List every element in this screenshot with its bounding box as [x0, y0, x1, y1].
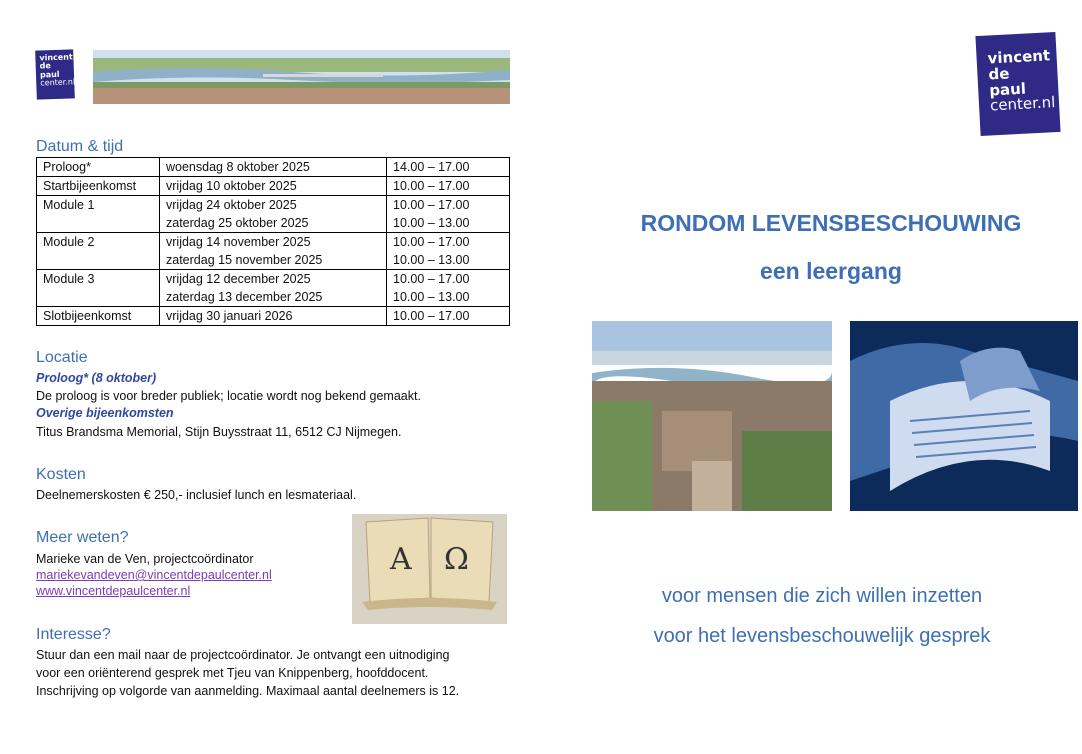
alpha-omega-book-image: [352, 514, 507, 624]
schedule-cell-name: [37, 177, 160, 196]
schedule-text: Startbijeenkomst: [43, 179, 137, 193]
logo-line: vincent: [987, 46, 1051, 68]
logo-line: center.nl: [40, 77, 76, 88]
schedule-row: [37, 196, 510, 233]
omega-letter: Ω: [444, 542, 469, 577]
schedule-text: woensdag 8 oktober 2025: [166, 160, 310, 174]
schedule-text: Module 1: [43, 198, 95, 212]
locatie-text-proloog: De proloog is voor breder publiek; locatie wordt nog bekend gemaakt.: [36, 389, 421, 403]
schedule-cell-time: [387, 233, 510, 270]
schedule-text: zaterdag 25 oktober 2025: [166, 216, 309, 230]
contact-person: Marieke van de Ven, projectcoördinator: [36, 552, 254, 566]
section-heading-meer: Meer weten?: [36, 529, 129, 546]
schedule-text: zaterdag 15 november 2025: [166, 253, 323, 267]
tagline-line-2: voor het levensbeschouwelijk gesprek: [653, 625, 991, 647]
schedule-row: [37, 177, 510, 196]
schedule-cell-time: [387, 270, 510, 307]
city-photo: [592, 321, 832, 511]
schedule-text: Module 2: [43, 235, 95, 249]
website-link[interactable]: www.vincentdepaulcenter.nl: [36, 584, 191, 598]
schedule-text: 10.00 – 17.00: [393, 198, 470, 212]
schedule-cell-name: [37, 233, 160, 270]
schedule-row: [37, 158, 510, 177]
schedule-table: [36, 157, 510, 326]
kosten-text: Deelnemerskosten € 250,- inclusief lunch en lesmateriaal.: [36, 488, 357, 502]
city-illustration: [592, 321, 832, 511]
schedule-cell-name: [37, 196, 160, 233]
cover-subtitle: een leergang: [760, 258, 902, 284]
schedule-text: vrijdag 30 januari 2026: [166, 309, 293, 323]
schedule-cell-name: [37, 158, 160, 177]
logo-line: de: [987, 64, 1010, 84]
schedule-text: 14.00 – 17.00: [393, 160, 470, 174]
schedule-text: 10.00 – 17.00: [393, 235, 470, 249]
schedule-text: Module 3: [43, 272, 95, 286]
schedule-cell-time: [387, 196, 510, 233]
section-heading-locatie: Locatie: [36, 349, 88, 366]
schedule-text: 10.00 – 13.00: [393, 290, 470, 304]
section-heading-interesse: Interesse?: [36, 626, 111, 643]
schedule-text: 10.00 – 13.00: [393, 253, 470, 267]
interesse-line: Stuur dan een mail naar de projectcoördinator. Je ontvangt een uitnodiging: [36, 648, 450, 662]
locatie-address: Titus Brandsma Memorial, Stijn Buysstraat 11, 6512 CJ Nijmegen.: [36, 425, 402, 439]
schedule-text: zaterdag 13 december 2025: [166, 290, 323, 304]
small-logo: [35, 49, 75, 99]
schedule-text: Slotbijeenkomst: [43, 309, 132, 323]
schedule-text: Proloog*: [43, 160, 91, 174]
schedule-text: 10.00 – 13.00: [393, 216, 470, 230]
logo-line: vincent: [39, 52, 73, 63]
book-reading-illustration: [850, 321, 1078, 511]
schedule-cell-name: [37, 307, 160, 326]
panorama-illustration: [93, 50, 510, 104]
cover-title: RONDOM LEVENSBESCHOUWING: [640, 210, 1022, 236]
locatie-sub-overige: Overige bijeenkomsten: [36, 406, 174, 420]
logo-line: paul: [988, 79, 1027, 99]
tagline-line-1: voor mensen die zich willen inzetten: [661, 585, 983, 607]
interesse-line: voor een oriënterend gesprek met Tjeu van Knippenberg, hoofddocent.: [36, 666, 429, 680]
main-logo: [975, 32, 1060, 136]
schedule-cell-date: [160, 177, 387, 196]
logo-line: de: [39, 61, 52, 71]
schedule-cell-date: [160, 196, 387, 233]
schedule-text: vrijdag 12 december 2025: [166, 272, 311, 286]
alpha-letter: A: [390, 542, 412, 577]
schedule-text: vrijdag 10 oktober 2025: [166, 179, 297, 193]
schedule-text: 10.00 – 17.00: [393, 272, 470, 286]
schedule-row: [37, 233, 510, 270]
schedule-row: [37, 307, 510, 326]
email-link[interactable]: mariekevandeven@vincentdepaulcenter.nl: [36, 568, 272, 582]
schedule-cell-date: [160, 270, 387, 307]
interesse-line: Inschrijving op volgorde van aanmelding. Maximaal aantal deelnemers is 12.: [36, 684, 460, 698]
schedule-cell-time: [387, 177, 510, 196]
schedule-text: 10.00 – 17.00: [393, 179, 470, 193]
schedule-cell-time: [387, 307, 510, 326]
schedule-cell-date: [160, 233, 387, 270]
reading-book-photo: [850, 321, 1078, 511]
logo-line: paul: [39, 69, 60, 80]
locatie-sub-proloog: Proloog* (8 oktober): [36, 371, 157, 385]
book-illustration: [352, 514, 507, 624]
section-heading-kosten: Kosten: [36, 466, 86, 483]
schedule-cell-time: [387, 158, 510, 177]
schedule-row: [37, 270, 510, 307]
panorama-photo: [93, 50, 510, 104]
schedule-text: 10.00 – 17.00: [393, 309, 470, 323]
schedule-cell-name: [37, 270, 160, 307]
schedule-cell-date: [160, 307, 387, 326]
logo-line: center.nl: [989, 93, 1056, 115]
schedule-text: vrijdag 14 november 2025: [166, 235, 311, 249]
schedule-text: vrijdag 24 oktober 2025: [166, 198, 297, 212]
schedule-cell-date: [160, 158, 387, 177]
section-heading-datum: Datum & tijd: [36, 138, 124, 155]
